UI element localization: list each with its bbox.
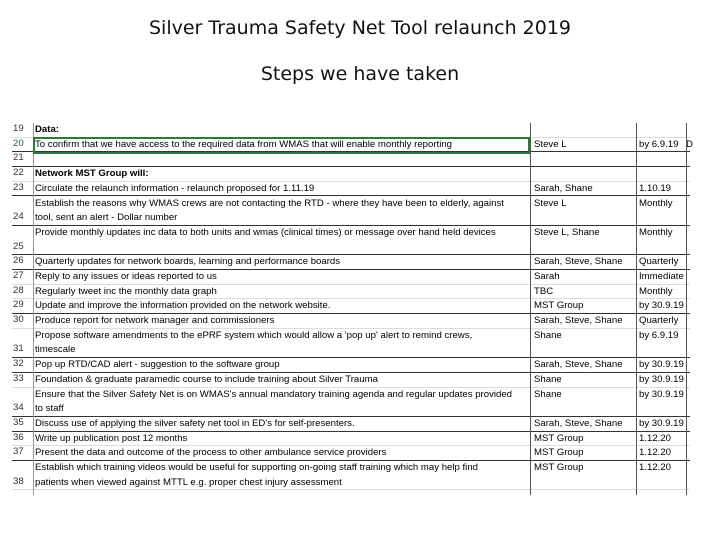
table-row xyxy=(12,270,690,285)
action-cell[interactable] xyxy=(34,373,528,387)
action-text: Establish the reasons why WMAS crews are not contacting the RTD - where they have been to elderly, against xyxy=(35,197,504,209)
deadline-text: 1.12.20 xyxy=(639,432,672,444)
owner-cell[interactable] xyxy=(532,182,632,196)
deadline-text xyxy=(639,476,690,491)
table-row xyxy=(12,329,690,358)
owner-cell[interactable] xyxy=(532,417,632,431)
row-number[interactable]: 29 xyxy=(13,299,24,311)
row-number[interactable]: 24 xyxy=(13,211,24,223)
row-number[interactable]: 37 xyxy=(13,446,24,458)
deadline-text: Monthly xyxy=(639,226,673,238)
row-number[interactable]: 27 xyxy=(13,269,24,281)
deadline-cell[interactable] xyxy=(638,255,690,269)
owner-text: Sarah, Steve, Shane xyxy=(534,359,623,371)
row-number[interactable]: 30 xyxy=(13,314,24,326)
action-text: Establish which training videos would be useful for supporting on-going staff training which may help find xyxy=(35,462,478,474)
spreadsheet-table xyxy=(12,122,693,495)
deadline-text: Quarterly xyxy=(639,256,679,268)
deadline-text: Quarterly xyxy=(639,315,679,327)
owner-cell[interactable] xyxy=(532,197,632,225)
action-text: Propose software amendments to the ePRF system which would allow a 'pop up' alert to remind crews, xyxy=(35,329,473,341)
deadline-cell[interactable] xyxy=(638,226,690,254)
action-cell[interactable] xyxy=(34,270,528,284)
deadline-text: Monthly xyxy=(639,197,673,209)
owner-cell[interactable] xyxy=(532,432,632,446)
deadline-cell[interactable] xyxy=(638,167,690,181)
deadline-cell[interactable] xyxy=(638,314,690,328)
owner-text xyxy=(534,123,632,138)
slide-title: Silver Trauma Safety Net Tool relaunch 2019 xyxy=(148,17,572,39)
table-row xyxy=(12,167,690,182)
action-text xyxy=(35,152,528,167)
action-text: tool, sent an alert - Dollar number xyxy=(35,212,178,224)
deadline-text xyxy=(639,211,690,226)
action-cell[interactable] xyxy=(34,182,528,196)
owner-text: TBC xyxy=(534,285,554,297)
deadline-cell[interactable] xyxy=(638,373,690,387)
owner-text xyxy=(534,241,632,256)
table-row xyxy=(12,285,690,300)
column-divider xyxy=(33,123,34,495)
action-cell[interactable] xyxy=(34,432,528,446)
action-text: Present the data and outcome of the process to other ambulance service providers xyxy=(35,447,387,459)
owner-cell[interactable] xyxy=(532,314,632,328)
action-text: Regularly tweet inc the monthly data graph xyxy=(35,285,217,297)
deadline-text: by 30.9.19 xyxy=(639,388,684,400)
deadline-cell[interactable] xyxy=(638,358,690,372)
action-text: Pop up RTD/CAD alert - suggestion to the software group xyxy=(35,359,280,371)
deadline-cell[interactable] xyxy=(638,182,690,196)
row-number[interactable]: 25 xyxy=(13,240,24,252)
owner-text xyxy=(534,152,632,167)
deadline-text xyxy=(639,152,690,167)
owner-text: Steve L, Shane xyxy=(534,226,600,238)
table-row xyxy=(12,358,690,373)
table-row xyxy=(12,314,690,329)
owner-cell[interactable] xyxy=(532,358,632,372)
owner-text xyxy=(534,476,632,491)
deadline-text: 1.12.20 xyxy=(639,447,672,459)
owner-text: Sarah, Steve, Shane xyxy=(534,418,623,429)
action-text: Update and improve the information provided on the network website. xyxy=(35,300,331,312)
table-row xyxy=(12,182,690,197)
owner-cell[interactable] xyxy=(532,152,632,166)
action-text: Discuss use of applying the silver safety net tool in ED's for self-presenters. xyxy=(35,418,355,429)
deadline-text xyxy=(639,241,690,256)
action-cell[interactable] xyxy=(34,314,528,328)
owner-text: Steve L xyxy=(534,197,567,209)
row-number[interactable]: 33 xyxy=(13,372,24,384)
table-row xyxy=(12,226,690,255)
row-number[interactable]: 26 xyxy=(13,255,24,267)
deadline-cell[interactable] xyxy=(638,270,690,284)
action-cell[interactable] xyxy=(34,358,528,372)
action-cell[interactable] xyxy=(34,197,528,225)
deadline-cell[interactable] xyxy=(638,432,690,446)
row-number[interactable]: 20 xyxy=(13,137,24,149)
table-row xyxy=(12,299,690,314)
owner-cell[interactable] xyxy=(532,123,632,137)
table-row xyxy=(12,388,690,417)
deadline-text: by 30.9.19 xyxy=(639,300,684,312)
column-divider xyxy=(530,123,531,495)
action-cell[interactable] xyxy=(34,138,528,152)
owner-text xyxy=(534,167,632,182)
row-number[interactable]: 38 xyxy=(13,475,24,487)
owner-cell[interactable] xyxy=(532,388,632,416)
deadline-text: 1.10.19 xyxy=(639,182,672,194)
column-divider xyxy=(636,123,637,495)
owner-cell[interactable] xyxy=(532,138,632,152)
deadline-cell[interactable] xyxy=(638,446,690,460)
owner-cell[interactable] xyxy=(532,226,632,254)
action-cell[interactable] xyxy=(34,299,528,313)
deadline-text xyxy=(639,343,690,358)
table-row xyxy=(12,432,690,447)
action-text xyxy=(35,241,528,256)
table-row xyxy=(12,197,690,226)
deadline-text: by 30.9.19 xyxy=(639,359,684,371)
table-row xyxy=(12,461,690,490)
action-text: Produce report for network manager and commissioners xyxy=(35,315,275,327)
owner-cell[interactable] xyxy=(532,255,632,269)
deadline-text xyxy=(639,167,690,182)
owner-cell[interactable] xyxy=(532,461,632,489)
action-text: Reply to any issues or ideas reported to us xyxy=(35,271,217,282)
action-text: Network MST Group will: xyxy=(35,168,149,180)
owner-cell[interactable] xyxy=(532,167,632,181)
row-number[interactable]: 19 xyxy=(13,122,24,134)
action-cell[interactable] xyxy=(34,388,528,416)
row-number[interactable]: 35 xyxy=(13,416,24,428)
owner-cell[interactable] xyxy=(532,299,632,313)
owner-text: Shane xyxy=(534,329,562,341)
row-number[interactable]: 21 xyxy=(13,152,24,164)
action-text: To confirm that we have access to the required data from WMAS that will enable monthly reporting xyxy=(35,138,452,150)
owner-cell[interactable] xyxy=(532,285,632,299)
action-cell[interactable] xyxy=(34,446,528,460)
action-cell[interactable] xyxy=(34,167,528,181)
owner-text: MST Group xyxy=(534,462,584,474)
deadline-cell[interactable] xyxy=(638,417,690,431)
column-divider xyxy=(686,123,687,495)
deadline-cell[interactable] xyxy=(638,123,690,137)
owner-text: Sarah, Steve, Shane xyxy=(534,256,623,268)
deadline-cell[interactable] xyxy=(638,197,690,225)
owner-text: MST Group xyxy=(534,432,584,444)
owner-text: MST Group xyxy=(534,447,584,459)
action-cell[interactable] xyxy=(34,329,528,357)
owner-text: Steve L xyxy=(534,138,567,150)
action-text: Ensure that the Silver Safety Net is on WMAS's annual mandatory training agenda and regular updates provided xyxy=(35,388,512,400)
owner-text: MST Group xyxy=(534,300,584,312)
row-number[interactable]: 32 xyxy=(13,358,24,370)
deadline-text: by 30.9.19 xyxy=(639,373,684,385)
owner-cell[interactable] xyxy=(532,270,632,284)
deadline-text xyxy=(639,402,690,417)
action-text: Foundation & graduate paramedic course to include training about Silver Trauma xyxy=(35,373,378,385)
table-row xyxy=(12,417,690,432)
action-cell[interactable] xyxy=(34,226,528,254)
table-row xyxy=(12,137,693,153)
action-cell[interactable] xyxy=(34,123,528,137)
action-text: Data: xyxy=(35,124,59,135)
owner-text: Shane xyxy=(534,388,562,400)
table-row xyxy=(12,152,690,167)
deadline-cell[interactable] xyxy=(638,152,690,166)
owner-text xyxy=(534,402,632,417)
action-cell[interactable] xyxy=(34,152,528,166)
owner-cell[interactable] xyxy=(532,446,632,460)
deadline-text: Immediate xyxy=(639,271,684,282)
owner-text: Sarah xyxy=(534,271,560,282)
row-number[interactable]: 23 xyxy=(13,181,24,193)
table-row xyxy=(12,123,690,138)
slide-subtitle: Steps we have taken xyxy=(260,63,460,85)
action-cell[interactable] xyxy=(34,255,528,269)
table-row xyxy=(12,373,690,388)
deadline-cell[interactable] xyxy=(638,138,693,152)
deadline-text: by 30.9.19 xyxy=(639,418,684,429)
deadline-text: by 6.9.19 xyxy=(639,138,679,150)
owner-cell[interactable] xyxy=(532,373,632,387)
owner-text: Sarah, Shane xyxy=(534,182,593,194)
owner-text xyxy=(534,343,632,358)
deadline-cell[interactable] xyxy=(638,461,690,489)
action-cell[interactable] xyxy=(34,461,528,489)
action-text: patients when viewed against MTTL e.g. proper chest injury assessment xyxy=(35,476,342,488)
row-number[interactable]: 22 xyxy=(13,167,24,179)
action-text: Quarterly updates for network boards, learning and performance boards xyxy=(35,256,341,268)
action-cell[interactable] xyxy=(34,417,528,431)
table-row xyxy=(12,255,690,270)
deadline-text: 1.12.20 xyxy=(639,462,672,474)
row-number[interactable]: 28 xyxy=(13,284,24,296)
action-text: to staff xyxy=(35,403,64,415)
action-text: Write up publication post 12 months xyxy=(35,432,188,444)
deadline-cell[interactable] xyxy=(638,299,690,313)
action-cell[interactable] xyxy=(34,285,528,299)
deadline-cell[interactable] xyxy=(638,285,690,299)
deadline-text xyxy=(639,123,690,138)
action-text: timescale xyxy=(35,344,76,356)
overflow-cell[interactable]: D xyxy=(686,138,693,150)
deadline-text: by 6.9.19 xyxy=(639,329,679,341)
owner-text: Shane xyxy=(534,373,562,385)
deadline-cell[interactable] xyxy=(638,388,690,416)
row-number[interactable]: 34 xyxy=(13,402,24,414)
table-row xyxy=(12,446,690,461)
action-text: Provide monthly updates inc data to both units and wmas (clinical times) or message over hand held devices xyxy=(35,226,496,238)
row-number[interactable]: 36 xyxy=(13,431,24,443)
owner-text: Sarah, Steve, Shane xyxy=(534,315,623,327)
row-number[interactable]: 31 xyxy=(13,343,24,355)
deadline-cell[interactable] xyxy=(638,329,690,357)
action-text: Circulate the relaunch information - relaunch proposed for 1.11.19 xyxy=(35,182,315,194)
deadline-text: Monthly xyxy=(639,285,673,297)
owner-text xyxy=(534,211,632,226)
owner-cell[interactable] xyxy=(532,329,632,357)
